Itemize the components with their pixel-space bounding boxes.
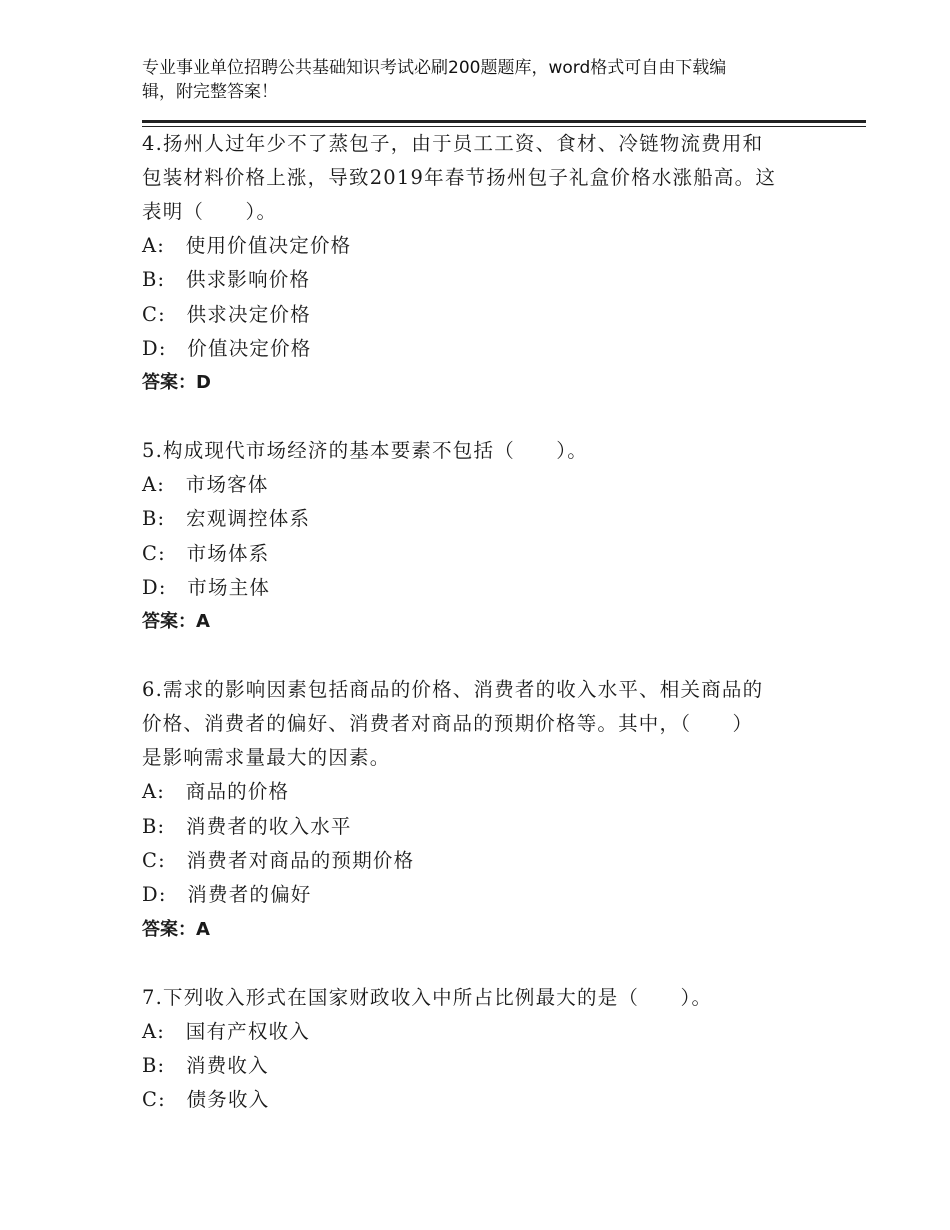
question-text-line: 5.构成现代市场经济的基本要素不包括（ ）。 (142, 439, 588, 463)
question-text (142, 127, 822, 229)
question-text-line: 价格、消费者的偏好、消费者对商品的预期价格等。其中，（ ） (142, 712, 754, 736)
header-line-2: 辑，附完整答案！ (142, 82, 278, 102)
option-a: A: 国有产权收入 (142, 1019, 310, 1043)
spacer (142, 400, 822, 434)
option-b: B: 宏观调控体系 (142, 507, 311, 531)
option-b: B: 消费收入 (142, 1053, 269, 1077)
question-text-line: 7.下列收入形式在国家财政收入中所占比例最大的是（ ）。 (142, 985, 713, 1009)
option-c: C: 消费者对商品的预期价格 (142, 848, 415, 872)
option-c: C: 市场体系 (142, 541, 270, 565)
question-text (142, 981, 822, 1015)
answer: 答案：A (142, 918, 210, 940)
option-b: B: 供求影响价格 (142, 268, 311, 292)
question-list (142, 127, 822, 1117)
question-text-line: 是影响需求量最大的因素。 (142, 746, 391, 770)
question-7 (142, 981, 822, 1118)
option-b: B: 消费者的收入水平 (142, 814, 352, 838)
option-c: C: 供求决定价格 (142, 302, 311, 326)
option-a: A: 商品的价格 (142, 780, 290, 804)
question-text (142, 434, 822, 468)
question-5 (142, 434, 822, 639)
question-text-line: 4.扬州人过年少不了蒸包子，由于员工工资、食材、冷链物流费用和 (142, 132, 764, 155)
option-d: D: 市场主体 (142, 576, 271, 600)
spacer (142, 639, 822, 673)
question-6 (142, 673, 822, 946)
option-d: D: 价值决定价格 (142, 336, 312, 360)
question-4 (142, 127, 822, 400)
spacer (142, 947, 822, 981)
question-text-line: 包装材料价格上涨，导致2019年春节扬州包子礼盒价格水涨船高。这 (142, 166, 777, 189)
header-line-1: 专业事业单位招聘公共基础知识考试必刷200题题库，word格式可自由下载编 (142, 58, 727, 78)
answer: 答案：A (142, 611, 210, 633)
option-a: A: 市场客体 (142, 473, 269, 497)
header-divider-thick (142, 120, 866, 123)
question-text-line: 6.需求的影响因素包括商品的价格、消费者的收入水平、相关商品的 (142, 678, 764, 702)
document-header (142, 56, 832, 104)
option-c: C: 债务收入 (142, 1088, 270, 1112)
answer: 答案：D (142, 372, 211, 394)
option-a: A: 使用价值决定价格 (142, 234, 352, 257)
question-text-line: 表明（ ）。 (142, 200, 278, 223)
question-text (142, 673, 822, 775)
option-d: D: 消费者的偏好 (142, 883, 312, 907)
